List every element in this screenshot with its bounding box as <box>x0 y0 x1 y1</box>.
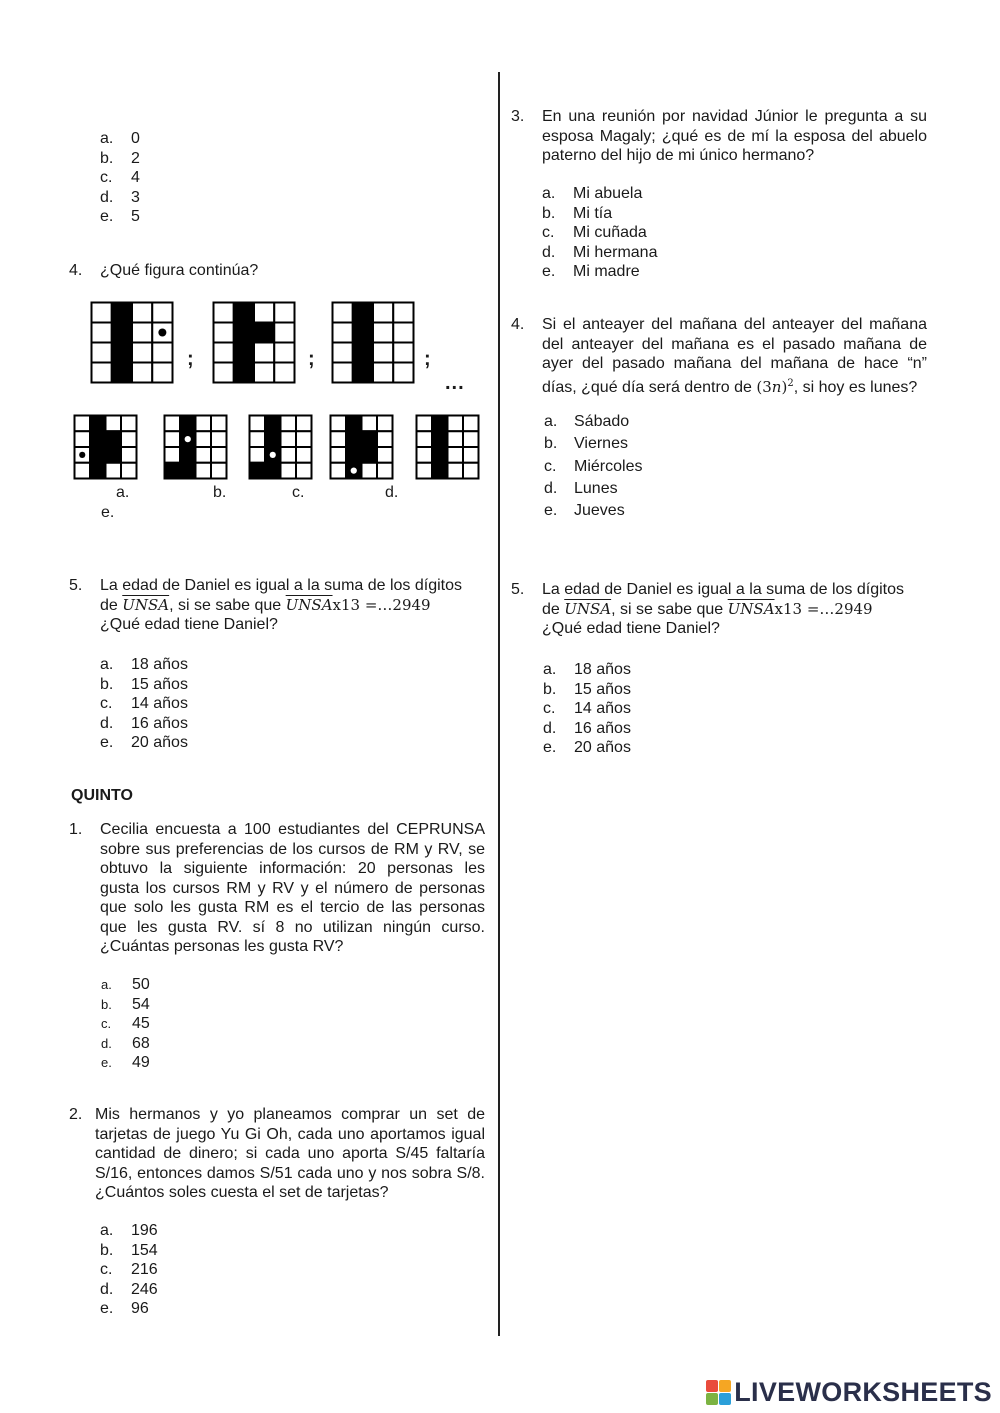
grid-cell <box>346 447 362 463</box>
grid-cell <box>274 323 294 343</box>
grid-cell <box>75 416 91 432</box>
grid-cell <box>463 431 479 447</box>
grid-cell <box>250 463 266 479</box>
question-5-number: 5. <box>69 577 83 594</box>
grid-cell <box>196 431 212 447</box>
choice-label-a: a. <box>116 484 130 501</box>
grid-cell <box>393 323 413 343</box>
option-letter: a. <box>100 1222 114 1239</box>
option-letter: c. <box>543 700 556 717</box>
option-item[interactable] <box>544 500 642 522</box>
option-item[interactable] <box>101 1034 150 1054</box>
grid-cell <box>121 447 137 463</box>
ellipsis: ... <box>445 372 465 394</box>
grid-cell <box>106 431 122 447</box>
grid-cell <box>234 363 254 383</box>
question-1-text: Cecilia encuesta a 100 estudiantes del CEPRUNSA sobre sus preferencias de los cursos de RM y RV, se obtuvo la siguiente información: 20 personas les gusta los cursos RM y RV y el número de personas que solo les gusta RM es el tercio de las personas que les gusta RV. sí 8 no utilizan ningún curso. ¿Cuántas personas les gusta RV? <box>100 821 485 955</box>
sequence-figure-3 <box>331 301 415 384</box>
grid-cell <box>296 416 312 432</box>
option-item[interactable] <box>543 680 631 700</box>
grid-cell <box>214 343 234 363</box>
question-4r-number: 4. <box>511 316 525 333</box>
separator: ; <box>424 348 431 370</box>
grid-cell <box>121 416 137 432</box>
option-letter: a. <box>100 130 114 147</box>
option-letter: e. <box>542 263 556 280</box>
question-5r-text: La edad de Daniel es igual a la suma de los dígitos de UNSA, si se sabe que UNSAx13 =…2949 ¿Qué edad tiene Daniel? <box>542 581 905 637</box>
option-item[interactable] <box>100 655 188 675</box>
grid-cell <box>417 447 433 463</box>
sequence-figure-1 <box>90 301 174 384</box>
grid-cell <box>362 447 378 463</box>
grid-cell <box>353 363 373 383</box>
grid-cell <box>373 303 393 323</box>
grid-cell <box>211 431 227 447</box>
grid-cell <box>432 447 448 463</box>
option-item[interactable] <box>101 995 150 1015</box>
option-text: Miércoles <box>574 457 643 475</box>
grid-cell <box>296 463 312 479</box>
question-2-number: 2. <box>69 1106 83 1123</box>
grid-cell <box>90 447 106 463</box>
grid-cell <box>417 431 433 447</box>
option-text: 16 años <box>574 719 631 737</box>
grid-cell <box>92 303 112 323</box>
option-text: Sábado <box>574 413 630 430</box>
overline-unsa: UNSA <box>564 599 612 618</box>
grid-cell <box>165 416 181 432</box>
option-letter: b. <box>100 1241 114 1259</box>
option-item[interactable] <box>542 223 657 243</box>
grid-cell <box>165 463 181 479</box>
grid-cell <box>211 447 227 463</box>
grid-cell <box>90 463 106 479</box>
grid-cell <box>463 463 479 479</box>
grid-cell <box>281 416 297 432</box>
grid-cell <box>132 363 152 383</box>
option-item[interactable] <box>543 699 631 719</box>
grid-cell <box>180 416 196 432</box>
grid-cell <box>448 431 464 447</box>
grid-cell <box>214 323 234 343</box>
grid-cell <box>106 463 122 479</box>
grid-cell <box>234 303 254 323</box>
choice-figure-c[interactable] <box>248 414 313 480</box>
grid-cell <box>211 463 227 479</box>
option-text: 3 <box>131 188 140 206</box>
option-text: 50 <box>132 976 150 993</box>
option-letter: d. <box>100 1280 114 1298</box>
choice-figure-a[interactable] <box>73 414 138 480</box>
grid-cell <box>417 463 433 479</box>
option-text: 96 <box>131 1300 149 1317</box>
grid-cell <box>165 431 181 447</box>
option-item[interactable] <box>101 1014 150 1034</box>
grid-cell <box>274 343 294 363</box>
option-item[interactable] <box>100 1221 158 1241</box>
option-letter: d. <box>542 243 556 261</box>
option-text: 49 <box>132 1054 150 1071</box>
grid-cell <box>250 447 266 463</box>
grid-cell <box>92 343 112 363</box>
question-3-number: 3. <box>511 108 525 125</box>
logo-block <box>706 1393 718 1405</box>
grid-cell <box>331 431 347 447</box>
option-letter: c. <box>100 1261 113 1278</box>
grid-cell <box>250 431 266 447</box>
separator: ; <box>308 348 315 370</box>
option-letter: c. <box>100 695 113 712</box>
column-divider <box>498 72 500 1336</box>
grid-cell <box>373 363 393 383</box>
option-letter: b. <box>543 680 557 698</box>
option-item[interactable] <box>543 719 631 739</box>
grid-cell <box>165 447 181 463</box>
choice-figure-e[interactable] <box>415 414 480 480</box>
option-text: Mi hermana <box>573 243 658 261</box>
option-item[interactable] <box>543 660 631 680</box>
grid-cell <box>250 416 266 432</box>
grid-cell <box>331 416 347 432</box>
option-text: 18 años <box>131 656 188 673</box>
separator: ; <box>187 348 194 370</box>
option-item[interactable] <box>542 204 657 224</box>
grid-cell <box>121 431 137 447</box>
option-text: 246 <box>131 1280 158 1298</box>
option-item[interactable] <box>100 1260 158 1280</box>
grid-cell <box>265 463 281 479</box>
grid-cell <box>377 447 393 463</box>
grid-cell <box>112 303 132 323</box>
grid-cell <box>281 431 297 447</box>
choice-label-d: d. <box>385 484 399 501</box>
sequence-figure-2 <box>212 301 296 384</box>
grid-cell <box>353 343 373 363</box>
grid-cell <box>214 363 234 383</box>
grid-cell <box>112 343 132 363</box>
option-text: Jueves <box>574 502 625 520</box>
option-text: 0 <box>131 130 140 147</box>
grid-cell <box>254 343 274 363</box>
grid-cell <box>393 363 413 383</box>
overline-unsa: UNSA <box>122 595 170 614</box>
option-item[interactable] <box>542 243 657 263</box>
grid-cell <box>92 323 112 343</box>
grid-cell <box>196 447 212 463</box>
option-letter: b. <box>100 149 114 167</box>
option-letter: e. <box>100 734 114 751</box>
grid-cell <box>132 323 152 343</box>
question-4-text: ¿Qué figura continúa? <box>100 262 259 279</box>
option-letter: a. <box>544 413 558 430</box>
option-item[interactable] <box>100 188 140 208</box>
dot-mark <box>79 452 85 458</box>
option-letter: c. <box>100 169 113 186</box>
option-item[interactable] <box>100 168 140 188</box>
logo-mark-icon <box>706 1380 732 1406</box>
grid-cell <box>152 343 172 363</box>
grid-cell <box>90 431 106 447</box>
option-letter: d. <box>544 479 558 497</box>
grid-cell <box>448 447 464 463</box>
option-item[interactable] <box>100 149 140 169</box>
option-letter: a. <box>100 656 114 673</box>
grid-cell <box>373 343 393 363</box>
option-text: Mi madre <box>573 263 640 280</box>
grid-cell <box>377 463 393 479</box>
grid-cell <box>432 431 448 447</box>
option-text: Lunes <box>574 479 618 497</box>
grid-cell <box>132 303 152 323</box>
grid-cell <box>274 363 294 383</box>
option-letter: a. <box>101 977 112 992</box>
option-text: 14 años <box>131 695 188 712</box>
question-2-options <box>100 1221 158 1319</box>
dot-mark <box>351 468 357 474</box>
option-letter: d. <box>100 188 114 206</box>
question-4r-text: Si el anteayer del mañana del anteayer del mañana del anteayer del mañana es el pasado mañana de ayer del pasado mañana del mañana de hace “n” días, ¿qué día será dentro de $(3n)^2$, si hoy es lunes? <box>542 316 927 396</box>
grid-cell <box>90 416 106 432</box>
grid-cell <box>106 416 122 432</box>
grid-cell <box>331 463 347 479</box>
option-text: 68 <box>132 1034 150 1052</box>
grid-cell <box>353 303 373 323</box>
grid-cell <box>211 416 227 432</box>
grid-cell <box>331 447 347 463</box>
grid-cell <box>254 323 274 343</box>
grid-cell <box>180 447 196 463</box>
grid-cell <box>132 343 152 363</box>
option-letter: c. <box>544 457 557 475</box>
grid-cell <box>180 463 196 479</box>
option-text: 14 años <box>574 700 631 717</box>
question-2-text: Mis hermanos y yo planeamos comprar un set de tarjetas de juego Yu Gi Oh, cada uno aportamos igual cantidad de dinero; si cada uno aporta S/45 faltaría S/16, entonces damos S/51 cada uno y nos sobra S/8. ¿Cuántos soles cuesta el set de tarjetas? <box>95 1106 485 1201</box>
dot-mark <box>185 436 191 442</box>
logo-text: LIVEWORKSHEETS <box>734 1377 992 1408</box>
option-text: 2 <box>131 149 140 167</box>
option-letter: b. <box>542 204 556 222</box>
option-letter: b. <box>101 996 112 1012</box>
option-item[interactable] <box>101 1053 150 1073</box>
grid-cell <box>362 431 378 447</box>
question-3-text: En una reunión por navidad Júnior le pregunta a su esposa Magaly; ¿qué es de mí la esposa del abuelo paterno del hijo de mi único hermano? <box>542 108 927 164</box>
question-1-options <box>101 975 150 1073</box>
option-letter: b. <box>100 675 114 693</box>
option-letter: c. <box>542 224 555 241</box>
section-title: QUINTO <box>71 787 133 804</box>
option-text: 196 <box>131 1222 158 1239</box>
option-item[interactable] <box>100 207 140 227</box>
grid-cell <box>448 416 464 432</box>
option-letter: a. <box>543 661 557 678</box>
choice-figure-d[interactable] <box>329 414 394 480</box>
grid-cell <box>92 363 112 383</box>
choice-label-e: e. <box>101 504 115 521</box>
grid-cell <box>448 463 464 479</box>
option-text: 20 años <box>574 739 631 756</box>
option-text: Mi tía <box>573 204 613 222</box>
dot-mark <box>158 329 166 337</box>
question-5-options <box>100 655 188 753</box>
option-letter: c. <box>101 1016 112 1031</box>
option-item[interactable] <box>100 714 188 734</box>
logo-block <box>706 1380 718 1392</box>
grid-cell <box>432 463 448 479</box>
grid-cell <box>346 431 362 447</box>
grid-cell <box>417 416 433 432</box>
grid-cell <box>254 303 274 323</box>
top-options-list <box>100 129 140 227</box>
option-text: 5 <box>131 208 140 225</box>
option-item[interactable] <box>542 184 657 204</box>
option-text: 4 <box>131 169 140 186</box>
option-item[interactable] <box>544 478 642 500</box>
option-text: 16 años <box>131 714 188 732</box>
grid-cell <box>274 303 294 323</box>
option-letter: d. <box>543 719 557 737</box>
option-text: 15 años <box>131 675 188 693</box>
option-text: Mi cuñada <box>573 224 647 241</box>
grid-cell <box>234 343 254 363</box>
option-item[interactable] <box>100 733 188 753</box>
grid-cell <box>152 303 172 323</box>
option-item[interactable] <box>101 975 150 995</box>
grid-cell <box>463 416 479 432</box>
logo-block <box>719 1380 731 1392</box>
grid-cell <box>346 416 362 432</box>
option-item[interactable] <box>543 738 631 758</box>
dot-mark <box>270 452 276 458</box>
grid-cell <box>296 431 312 447</box>
grid-cell <box>196 416 212 432</box>
option-letter: a. <box>542 185 556 202</box>
choice-figure-b[interactable] <box>163 414 228 480</box>
question-3-options <box>542 184 657 282</box>
grid-cell <box>333 303 353 323</box>
grid-cell <box>377 416 393 432</box>
option-text: Mi abuela <box>573 185 643 202</box>
option-item[interactable] <box>544 411 642 433</box>
grid-cell <box>214 303 234 323</box>
grid-cell <box>362 463 378 479</box>
grid-cell <box>106 447 122 463</box>
grid-cell <box>393 303 413 323</box>
option-item[interactable] <box>100 694 188 714</box>
option-letter: e. <box>100 1300 114 1317</box>
grid-cell <box>75 463 91 479</box>
choice-label-c: c. <box>292 484 305 501</box>
grid-cell <box>296 447 312 463</box>
grid-cell <box>432 416 448 432</box>
grid-cell <box>373 323 393 343</box>
grid-cell <box>333 323 353 343</box>
grid-cell <box>75 431 91 447</box>
option-text: 216 <box>131 1261 158 1278</box>
option-text: 15 años <box>574 680 631 698</box>
option-letter: e. <box>543 739 557 756</box>
option-item[interactable] <box>100 129 140 149</box>
option-item[interactable] <box>544 456 642 478</box>
option-text: 45 <box>132 1015 150 1032</box>
grid-cell <box>281 463 297 479</box>
question-1-number: 1. <box>69 821 83 838</box>
grid-cell <box>152 363 172 383</box>
option-letter: e. <box>101 1055 112 1070</box>
option-item[interactable] <box>100 675 188 695</box>
grid-cell <box>265 431 281 447</box>
grid-cell <box>112 323 132 343</box>
option-text: 20 años <box>131 734 188 751</box>
option-item[interactable] <box>542 262 657 282</box>
logo-block <box>719 1393 731 1405</box>
grid-cell <box>353 323 373 343</box>
choice-label-b: b. <box>213 484 227 501</box>
grid-cell <box>377 431 393 447</box>
grid-cell <box>234 323 254 343</box>
option-item[interactable] <box>100 1280 158 1300</box>
grid-cell <box>362 416 378 432</box>
grid-cell <box>121 463 137 479</box>
question-4-number: 4. <box>69 262 83 279</box>
grid-cell <box>112 363 132 383</box>
grid-cell <box>265 416 281 432</box>
option-item[interactable] <box>100 1299 158 1319</box>
grid-cell <box>393 343 413 363</box>
option-letter: e. <box>100 208 114 225</box>
question-5r-options <box>543 660 631 758</box>
grid-cell <box>254 363 274 383</box>
liveworksheets-logo <box>706 1378 992 1408</box>
option-item[interactable] <box>544 433 642 455</box>
option-letter: d. <box>100 714 114 732</box>
grid-cell <box>333 363 353 383</box>
grid-cell <box>196 463 212 479</box>
question-5-text: La edad de Daniel es igual a la suma de los dígitos de UNSA, si se sabe que UNSAx13 =…2949 ¿Qué edad tiene Daniel? <box>100 577 463 633</box>
option-text: 154 <box>131 1241 158 1259</box>
question-5r-number: 5. <box>511 581 525 598</box>
option-letter: d. <box>101 1035 112 1051</box>
grid-cell <box>463 447 479 463</box>
grid-cell <box>281 447 297 463</box>
option-text: 18 años <box>574 661 631 678</box>
grid-cell <box>333 343 353 363</box>
option-text: 54 <box>132 995 150 1013</box>
option-text: Viernes <box>574 435 628 453</box>
option-letter: e. <box>544 502 558 520</box>
option-letter: b. <box>544 435 558 453</box>
question-4r-options <box>544 411 642 522</box>
option-item[interactable] <box>100 1241 158 1261</box>
